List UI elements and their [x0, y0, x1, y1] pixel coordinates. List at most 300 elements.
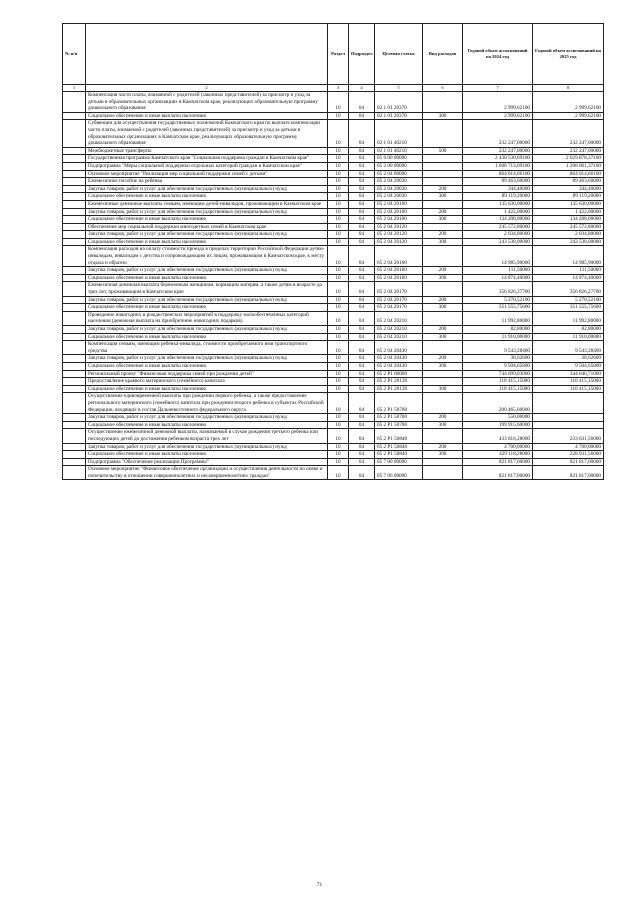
row-2025-cell: 351 555,75600 [533, 304, 604, 312]
row-podrazdel-cell: 04 [349, 296, 375, 304]
table-row [63, 326, 604, 334]
row-podrazdel-cell: 04 [349, 378, 375, 386]
row-vid-cell: 200 [423, 326, 463, 334]
table-row [63, 385, 604, 393]
row-statya-cell: 05 2 04 20170 [375, 296, 423, 304]
row-name-cell: Социальное обеспечение и иные выплаты населению [86, 216, 328, 224]
row-2024-cell: 11 992,80000 [463, 311, 533, 325]
row-podrazdel-cell: 04 [349, 193, 375, 201]
row-vid-cell [423, 466, 463, 480]
row-statya-cell: 05 2 04 00000 [375, 170, 423, 178]
row-num-cell [63, 193, 86, 201]
row-2025-cell: 1 422,00000 [533, 208, 604, 216]
row-razdel-cell: 10 [328, 216, 349, 224]
row-num-cell [63, 155, 86, 163]
row-2024-cell: 2 999,62100 [463, 92, 533, 113]
row-vid-cell: 200 [423, 296, 463, 304]
row-2024-cell: 344,40000 [463, 185, 533, 193]
row-podrazdel-cell: 04 [349, 170, 375, 178]
row-podrazdel-cell: 04 [349, 362, 375, 370]
table-row [63, 296, 604, 304]
table-row [63, 200, 604, 208]
row-razdel-cell: 10 [328, 274, 349, 282]
row-statya-cell: 05 2 04 20030 [375, 185, 423, 193]
row-2024-cell: 550,00000 [463, 414, 533, 422]
table-row [63, 333, 604, 341]
row-razdel-cell: 10 [328, 421, 349, 429]
row-podrazdel-cell: 04 [349, 147, 375, 155]
row-razdel-cell: 10 [328, 155, 349, 163]
row-razdel-cell: 10 [328, 282, 349, 296]
row-name-cell: Предоставление краевого материнского (семейного) капитала [86, 378, 328, 386]
row-vid-cell [423, 429, 463, 443]
row-2025-cell: 228 931,56000 [533, 451, 604, 459]
row-num-cell [63, 355, 86, 363]
row-vid-cell [423, 370, 463, 378]
row-name-cell: Социальное обеспечение и иные выплаты населению [86, 304, 328, 312]
row-2024-cell: 243 538,00000 [463, 238, 533, 246]
row-num-cell [63, 443, 86, 451]
row-razdel-cell: 10 [328, 451, 349, 459]
row-name-cell: Социальное обеспечение и иные выплаты населению [86, 333, 328, 341]
row-2024-cell: 433 818,28000 [463, 429, 533, 443]
row-name-cell: Обеспечение мер социальной поддержки многодетных семей в Камчатском крае [86, 223, 328, 231]
row-podrazdel-cell: 04 [349, 112, 375, 120]
row-razdel-cell: 10 [328, 362, 349, 370]
table-row [63, 170, 604, 178]
row-num-cell [63, 414, 86, 422]
row-statya-cell: 02 1 01 20370 [375, 92, 423, 113]
col-2024-header: Годовой объем ассигнований на 2024 год [463, 24, 533, 85]
row-2025-cell: 110 415,15000 [533, 378, 604, 386]
table-row [63, 378, 604, 386]
row-name-cell: Проведение новогодних и рождественских мероприятий в поддержку малообеспеченных категорий населения (денежная выплата на приобретение новогодних подарков) [86, 311, 328, 325]
row-2025-cell [533, 421, 604, 429]
row-name-cell: Компенсация семьям, имеющим ребенка-инвалида, стоимости приобретаемого ими транспортного средства [86, 341, 328, 355]
row-num-cell [63, 370, 86, 378]
table-row [63, 311, 604, 325]
row-name-cell: Социальное обеспечение и иные выплаты населению [86, 385, 328, 393]
row-num-cell [63, 393, 86, 414]
row-statya-cell: 05 2 04 20170 [375, 304, 423, 312]
row-name-cell: Социальное обеспечение и иные выплаты населению [86, 362, 328, 370]
row-razdel-cell: 10 [328, 385, 349, 393]
row-razdel-cell: 10 [328, 443, 349, 451]
row-statya-cell: 05 2 P1 20130 [375, 378, 423, 386]
row-name-cell: Закупка товаров, работ и услуг для обеспечения государственных (муниципальных) нужд [86, 231, 328, 239]
row-num-cell [63, 223, 86, 231]
row-num-cell [63, 296, 86, 304]
table-row [63, 178, 604, 186]
row-2024-cell: 1 422,00000 [463, 208, 533, 216]
column-number-cell: 2 [86, 85, 328, 92]
row-razdel-cell: 10 [328, 267, 349, 275]
table-row [63, 155, 604, 163]
row-razdel-cell: 10 [328, 370, 349, 378]
row-statya-cell: 05 2 P1 50780 [375, 421, 423, 429]
row-name-cell: Субвенции для осуществления государственных полномочий Камчатского края по выплате компенсации части платы, взимаемой с родителей (законных представителей) за присмотр и уход за детьми в образовательных организациях в Камчатском крае, реализующих образовательную программу дошкольного образования [86, 120, 328, 147]
column-number-cell: 8 [533, 85, 604, 92]
row-statya-cell: 05 7 00 00000 [375, 458, 423, 466]
row-razdel-cell: 10 [328, 246, 349, 267]
row-2024-cell: 199 915,60000 [463, 421, 533, 429]
row-podrazdel-cell: 04 [349, 311, 375, 325]
row-name-cell: Закупка товаров, работ и услуг для обеспечения государственных (муниципальных) нужд [86, 185, 328, 193]
row-2025-cell: 14 985,90000 [533, 246, 604, 267]
table-row [63, 193, 604, 201]
row-razdel-cell: 10 [328, 414, 349, 422]
row-podrazdel-cell: 04 [349, 223, 375, 231]
row-razdel-cell: 10 [328, 231, 349, 239]
row-2025-cell: 2 029 878,37100 [533, 155, 604, 163]
row-podrazdel-cell: 04 [349, 341, 375, 355]
row-podrazdel-cell: 04 [349, 274, 375, 282]
row-2024-cell: 110 415,15000 [463, 385, 533, 393]
row-statya-cell: 05 2 04 20100 [375, 208, 423, 216]
row-num-cell [63, 147, 86, 155]
row-podrazdel-cell: 04 [349, 414, 375, 422]
row-2025-cell: 344,40000 [533, 185, 604, 193]
row-2025-cell: 134 208,00000 [533, 216, 604, 224]
row-num-cell [63, 451, 86, 459]
row-podrazdel-cell: 04 [349, 267, 375, 275]
row-2024-cell: 864 014,66100 [463, 170, 533, 178]
row-statya-cell: 05 2 P1 00000 [375, 370, 423, 378]
table-row [63, 362, 604, 370]
row-vid-cell: 200 [423, 355, 463, 363]
column-number-cell: 5 [375, 85, 423, 92]
row-vid-cell: 200 [423, 208, 463, 216]
row-vid-cell: 200 [423, 267, 463, 275]
row-2024-cell: 82,80000 [463, 326, 533, 334]
row-2025-cell: 9 543,28400 [533, 341, 604, 355]
row-2024-cell: 200 465,60000 [463, 393, 533, 414]
row-vid-cell: 300 [423, 421, 463, 429]
row-razdel-cell: 10 [328, 193, 349, 201]
col-statya-header: Целевая статья [375, 24, 423, 85]
row-num-cell [63, 378, 86, 386]
row-num-cell [63, 162, 86, 170]
table-row [63, 414, 604, 422]
table-row [63, 223, 604, 231]
row-num-cell [63, 92, 86, 113]
row-vid-cell [423, 458, 463, 466]
row-statya-cell: 05 2 04 20030 [375, 193, 423, 201]
table-row [63, 274, 604, 282]
row-podrazdel-cell: 04 [349, 185, 375, 193]
row-num-cell [63, 274, 86, 282]
row-num-cell [63, 231, 86, 239]
row-razdel-cell: 10 [328, 355, 349, 363]
row-2024-cell: 38,62600 [463, 355, 533, 363]
row-name-cell: Ежемесячная денежная выплата беременным женщинам, кормящим матерям, а также детям в возрасте до трех лет, проживающим в Камчатском крае [86, 282, 328, 296]
table-row [63, 355, 604, 363]
row-num-cell [63, 341, 86, 355]
table-row [63, 147, 604, 155]
row-2025-cell: 135 630,00000 [533, 200, 604, 208]
row-name-cell: Государственная программа Камчатского края "Социальная поддержка граждан в Камчатском крае" [86, 155, 328, 163]
row-podrazdel-cell: 04 [349, 443, 375, 451]
row-name-cell: Осуществление ежемесячной денежной выплаты, назначаемой в случае рождения третьего ребенка или последующих детей до достижения ребенком возраста трех лет [86, 429, 328, 443]
row-statya-cell: 05 2 04 20120 [375, 231, 423, 239]
row-statya-cell: 05 2 P1 50840 [375, 451, 423, 459]
row-2025-cell: 4 700,00000 [533, 443, 604, 451]
row-statya-cell: 02 1 01 20370 [375, 112, 423, 120]
row-vid-cell: 300 [423, 274, 463, 282]
row-razdel-cell: 10 [328, 200, 349, 208]
row-name-cell: Закупка товаров, работ и услуг для обеспечения государственных (муниципальных) нужд [86, 208, 328, 216]
row-vid-cell: 300 [423, 216, 463, 224]
row-name-cell: Закупка товаров, работ и услуг для обеспечения государственных (муниципальных) нужд [86, 414, 328, 422]
row-podrazdel-cell: 04 [349, 216, 375, 224]
row-vid-cell: 200 [423, 443, 463, 451]
row-podrazdel-cell: 04 [349, 385, 375, 393]
row-vid-cell [423, 282, 463, 296]
row-2025-cell: 821 817,00000 [533, 458, 604, 466]
row-vid-cell [423, 155, 463, 163]
row-razdel-cell: 10 [328, 341, 349, 355]
row-2024-cell: 5 270,52100 [463, 296, 533, 304]
row-name-cell: Социальное обеспечение и иные выплаты населению [86, 112, 328, 120]
row-statya-cell: 05 2 04 20160 [375, 267, 423, 275]
row-statya-cell: 05 2 P1 50780 [375, 414, 423, 422]
table-row [63, 120, 604, 147]
row-name-cell: Социальное обеспечение и иные выплаты населению [86, 274, 328, 282]
row-num-cell [63, 326, 86, 334]
table-row [63, 92, 604, 113]
row-num-cell [63, 304, 86, 312]
table-row [63, 282, 604, 296]
row-2024-cell: 2 999,62100 [463, 112, 533, 120]
row-podrazdel-cell: 04 [349, 466, 375, 480]
row-name-cell: Региональный проект "Финансовая поддержка семей при рождении детей" [86, 370, 328, 378]
row-statya-cell: 05 2 04 20210 [375, 333, 423, 341]
row-name-cell: Межбюджетные трансферты [86, 147, 328, 155]
column-number-cell: 7 [463, 85, 533, 92]
row-2025-cell: 9 504,65800 [533, 362, 604, 370]
table-row [63, 429, 604, 443]
row-razdel-cell: 10 [328, 466, 349, 480]
row-name-cell: Закупка товаров, работ и услуг для обеспечения государственных (муниципальных) нужд [86, 326, 328, 334]
table-row [63, 341, 604, 355]
row-2025-cell [533, 414, 604, 422]
row-podrazdel-cell: 04 [349, 231, 375, 239]
row-vid-cell [423, 178, 463, 186]
page-number: 71 [316, 882, 323, 888]
row-razdel-cell: 10 [328, 120, 349, 147]
row-vid-cell [423, 341, 463, 355]
table-row [63, 421, 604, 429]
row-razdel-cell: 10 [328, 326, 349, 334]
row-2024-cell: 89 119,20000 [463, 193, 533, 201]
row-vid-cell [423, 200, 463, 208]
row-2024-cell: 821 817,00000 [463, 466, 533, 480]
row-2025-cell: 11 992,80000 [533, 311, 604, 325]
row-num-cell [63, 311, 86, 325]
row-num-cell [63, 185, 86, 193]
column-number-cell: 6 [423, 85, 463, 92]
row-name-cell: Компенсация расходов на оплату стоимости проезда в пределах территории Российской Федерации детям-инвалидам, инвалидам с детства и сопровождающим их лицам, проживающим в Камчатском крае, к месту отдыха и обратно [86, 246, 328, 267]
row-name-cell: Ежемесячные денежные выплаты семьям, имеющим детей-инвалидов, проживающим в Камчатском крае [86, 200, 328, 208]
row-statya-cell: 05 2 00 00000 [375, 162, 423, 170]
row-2025-cell: 2 999,62100 [533, 92, 604, 113]
row-vid-cell [423, 378, 463, 386]
row-2024-cell: 2 430 530,69100 [463, 155, 533, 163]
row-2024-cell: 429 118,28000 [463, 451, 533, 459]
row-2025-cell: 2 034,80000 [533, 231, 604, 239]
row-num-cell [63, 421, 86, 429]
budget-sheet [62, 23, 603, 480]
row-2025-cell: 89 119,20000 [533, 193, 604, 201]
col-name-header [86, 24, 328, 85]
row-2024-cell: 4 700,00000 [463, 443, 533, 451]
row-razdel-cell: 10 [328, 296, 349, 304]
col-vid-header: Вид расходов [423, 24, 463, 85]
row-razdel-cell: 10 [328, 208, 349, 216]
column-number-cell: 1 [63, 85, 86, 92]
row-2024-cell: 821 817,00000 [463, 458, 533, 466]
row-razdel-cell: 10 [328, 311, 349, 325]
row-razdel-cell: 10 [328, 162, 349, 170]
row-num-cell [63, 216, 86, 224]
row-2024-cell: 232 247,00000 [463, 147, 533, 155]
row-2025-cell: 344 046,71000 [533, 370, 604, 378]
row-vid-cell: 200 [423, 414, 463, 422]
row-2024-cell: 89 463,60000 [463, 178, 533, 186]
row-num-cell [63, 282, 86, 296]
table-row [63, 267, 604, 275]
row-2024-cell: 14 985,90000 [463, 246, 533, 267]
table-row [63, 246, 604, 267]
row-name-cell: Основное мероприятие "Финансовое обеспечение организации и осуществления деятельности по опеке и попечительству в отношении совершеннолетних и несовершеннолетних граждан" [86, 466, 328, 480]
row-num-cell [63, 458, 86, 466]
row-name-cell: Подпрограмма "Обеспечение реализации Программы" [86, 458, 328, 466]
row-2024-cell: 135 630,00000 [463, 200, 533, 208]
row-podrazdel-cell: 04 [349, 162, 375, 170]
row-name-cell: Закупка товаров, работ и услуг для обеспечения государственных (муниципальных) нужд [86, 355, 328, 363]
row-razdel-cell: 10 [328, 378, 349, 386]
row-name-cell: Основное мероприятие "Реализация мер социальной поддержки семей с детьми" [86, 170, 328, 178]
row-2024-cell: 134 208,00000 [463, 216, 533, 224]
row-podrazdel-cell: 04 [349, 92, 375, 113]
row-num-cell [63, 385, 86, 393]
row-2025-cell: 82,80000 [533, 326, 604, 334]
row-num-cell [63, 267, 86, 275]
row-2024-cell: 232 247,00000 [463, 120, 533, 147]
row-num-cell [63, 238, 86, 246]
row-statya-cell: 05 2 04 20430 [375, 362, 423, 370]
row-podrazdel-cell: 04 [349, 304, 375, 312]
row-statya-cell: 05 2 04 20120 [375, 238, 423, 246]
row-num-cell [63, 112, 86, 120]
row-name-cell: Социальное обеспечение и иные выплаты населению [86, 421, 328, 429]
row-razdel-cell: 10 [328, 458, 349, 466]
row-podrazdel-cell: 04 [349, 333, 375, 341]
table-row [63, 162, 604, 170]
row-name-cell: Подпрограмма "Меры социальной поддержки отдельных категорий граждан в Камчатском крае" [86, 162, 328, 170]
row-2025-cell: 1 208 061,37100 [533, 162, 604, 170]
row-2024-cell: 356 826,27700 [463, 282, 533, 296]
row-podrazdel-cell: 04 [349, 120, 375, 147]
row-vid-cell: 300 [423, 193, 463, 201]
table-row [63, 466, 604, 480]
row-vid-cell: 300 [423, 451, 463, 459]
row-statya-cell: 05 2 P1 20130 [375, 385, 423, 393]
row-2024-cell: 110 415,15000 [463, 378, 533, 386]
row-vid-cell: 300 [423, 304, 463, 312]
row-vid-cell: 300 [423, 333, 463, 341]
table-row [63, 208, 604, 216]
row-vid-cell: 200 [423, 185, 463, 193]
row-podrazdel-cell: 04 [349, 246, 375, 267]
row-statya-cell: 05 2 04 20210 [375, 311, 423, 325]
table-row [63, 443, 604, 451]
row-num-cell [63, 333, 86, 341]
table-body [63, 92, 604, 480]
row-podrazdel-cell: 04 [349, 155, 375, 163]
table-row [63, 185, 604, 193]
row-statya-cell: 05 2 04 20160 [375, 246, 423, 267]
row-name-cell: Закупка товаров, работ и услуг для обеспечения государственных (муниципальных) нужд [86, 443, 328, 451]
row-razdel-cell: 10 [328, 304, 349, 312]
row-2025-cell: 864 014,66100 [533, 170, 604, 178]
row-statya-cell: 05 2 04 20120 [375, 223, 423, 231]
row-name-cell: Осуществление единовременной выплаты при рождении первого ребенка, а также предоставление регионального материнского (семейного) капитала при рождении второго ребенка в субъектах Российской Федерации, входящих в состав Дальневосточного федерального округа [86, 393, 328, 414]
row-statya-cell: 05 2 04 20100 [375, 216, 423, 224]
row-statya-cell: 05 2 04 20160 [375, 274, 423, 282]
table-row [63, 304, 604, 312]
row-2025-cell: 821 817,00000 [533, 466, 604, 480]
row-razdel-cell: 10 [328, 112, 349, 120]
row-statya-cell: 05 7 06 00000 [375, 466, 423, 480]
table-row [63, 451, 604, 459]
row-name-cell: Закупка товаров, работ и услуг для обеспечения государственных (муниципальных) нужд [86, 267, 328, 275]
row-podrazdel-cell: 04 [349, 200, 375, 208]
header-row [63, 24, 604, 85]
row-razdel-cell: 10 [328, 429, 349, 443]
col-podrazdel-header: Подраздел [349, 24, 375, 85]
row-razdel-cell: 10 [328, 178, 349, 186]
row-2024-cell: 14 874,40000 [463, 274, 533, 282]
row-2025-cell [533, 393, 604, 414]
row-2024-cell: 245 572,80000 [463, 223, 533, 231]
col-num-header: № п/п [63, 24, 86, 85]
row-2024-cell: 9 504,65800 [463, 362, 533, 370]
row-podrazdel-cell: 04 [349, 370, 375, 378]
row-statya-cell: 02 1 01 40210 [375, 147, 423, 155]
row-2025-cell: 11 910,00000 [533, 333, 604, 341]
row-podrazdel-cell: 04 [349, 208, 375, 216]
row-vid-cell: 300 [423, 238, 463, 246]
row-vid-cell [423, 120, 463, 147]
row-num-cell [63, 429, 86, 443]
row-statya-cell: 02 1 01 40210 [375, 120, 423, 147]
row-num-cell [63, 200, 86, 208]
col-2025-header: Годовой объем ассигнований на 2025 год [533, 24, 604, 85]
row-podrazdel-cell: 04 [349, 326, 375, 334]
table-row [63, 238, 604, 246]
table-row [63, 370, 604, 378]
budget-table [62, 23, 604, 480]
row-vid-cell: 200 [423, 231, 463, 239]
row-2025-cell: 356 826,27700 [533, 282, 604, 296]
row-podrazdel-cell: 04 [349, 282, 375, 296]
row-razdel-cell: 10 [328, 170, 349, 178]
row-2025-cell: 233 631,56000 [533, 429, 604, 443]
row-statya-cell: 05 2 04 20430 [375, 355, 423, 363]
row-vid-cell: 500 [423, 147, 463, 155]
row-2025-cell: 2 999,62100 [533, 112, 604, 120]
